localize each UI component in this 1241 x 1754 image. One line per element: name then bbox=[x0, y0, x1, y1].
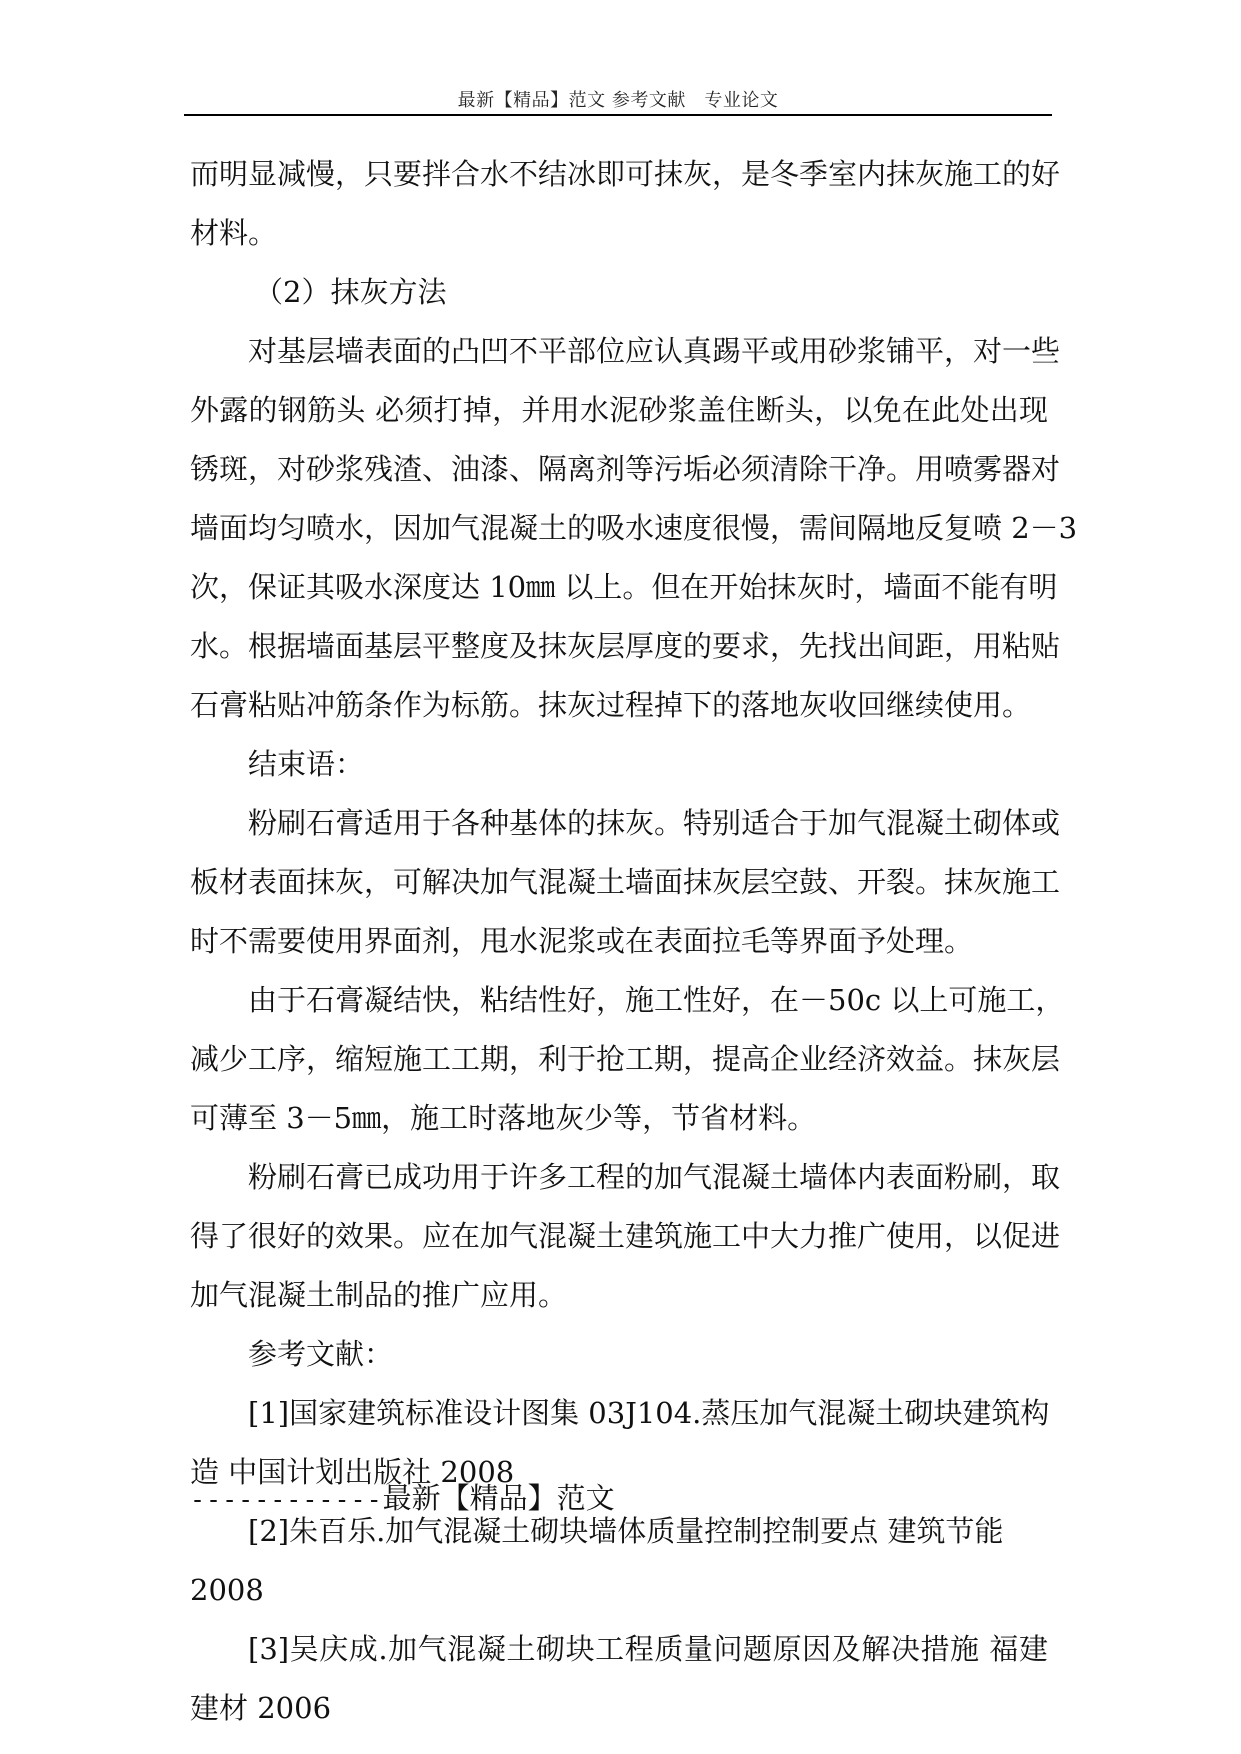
reference-text: 2008 bbox=[190, 1573, 264, 1607]
body-line bbox=[190, 912, 1048, 971]
body-line bbox=[190, 381, 1048, 440]
footer-dashes: ------------ bbox=[190, 1485, 383, 1514]
reference-text: [2]朱百乐.加气混凝土砌块墙体质量控制控制要点 建筑节能 bbox=[248, 1514, 1004, 1548]
body-line-text: 材料。 bbox=[190, 216, 278, 250]
body-line bbox=[190, 204, 1048, 263]
body-line bbox=[190, 558, 1058, 617]
footer-text: 最新【精品】范文 bbox=[382, 1481, 615, 1515]
reference-item bbox=[190, 1620, 1048, 1679]
body-line bbox=[190, 971, 1065, 1030]
body-line-text: 锈斑，对砂浆残渣、油漆、隔离剂等污垢必须清除干净。用喷雾器对 bbox=[190, 452, 1061, 486]
body-line bbox=[190, 676, 1048, 735]
section-heading bbox=[190, 1325, 1048, 1384]
header-divider bbox=[184, 114, 1052, 116]
body-line bbox=[190, 145, 1061, 204]
body-line-text: 粉刷石膏已成功用于许多工程的加气混凝土墙体内表面粉刷，取 bbox=[248, 1160, 1061, 1194]
body-line bbox=[190, 1089, 1048, 1148]
body-line bbox=[190, 1207, 1061, 1266]
body-line-text: 加气混凝土制品的推广应用。 bbox=[190, 1278, 568, 1312]
section-heading-text: 结束语： bbox=[248, 747, 365, 781]
body-line-text: 墙面均匀喷水，因加气混凝土的吸水速度很慢，需间隔地反复喷 2－3 bbox=[190, 511, 1078, 545]
reference-item bbox=[190, 1679, 1048, 1738]
body-line-text: 板材表面抹灰，可解决加气混凝土墙面抹灰层空鼓、开裂。抹灰施工 bbox=[190, 865, 1061, 899]
body-line-text: 对基层墙表面的凸凹不平部位应认真踢平或用砂浆铺平，对一些 bbox=[248, 334, 1061, 368]
reference-text: [1]国家建筑标准设计图集 03J104.蒸压加气混凝土砌块建筑构 bbox=[248, 1396, 1050, 1430]
body-line-text: 减少工序，缩短施工工期，利于抢工期，提高企业经济效益。抹灰层 bbox=[190, 1042, 1061, 1076]
section-heading bbox=[190, 263, 1048, 322]
reference-text: 建材 2006 bbox=[190, 1691, 332, 1725]
reference-item bbox=[190, 1384, 1048, 1443]
body-line-text: 石膏粘贴冲筋条作为标筋。抹灰过程掉下的落地灰收回继续使用。 bbox=[190, 688, 1032, 722]
section-heading bbox=[190, 735, 1048, 794]
body-line bbox=[190, 1148, 1061, 1207]
page-footer bbox=[190, 1478, 615, 1520]
body-line bbox=[190, 499, 1078, 558]
section-heading-text: （2）抹灰方法 bbox=[254, 275, 447, 309]
page-header: 最新【精品】范文 参考文献 专业论文 bbox=[457, 90, 779, 111]
body-line bbox=[190, 617, 1061, 676]
body-line-text: 时不需要使用界面剂，甩水泥浆或在表面拉毛等界面予处理。 bbox=[190, 924, 974, 958]
body-line-text: 外露的钢筋头 必须打掉，并用水泥砂浆盖住断头，以免在此处出现 bbox=[190, 393, 1048, 427]
body-line bbox=[190, 853, 1061, 912]
body-line bbox=[190, 322, 1061, 381]
body-line-text: 可薄至 3－5㎜，施工时落地灰少等，节省材料。 bbox=[190, 1101, 817, 1135]
body-line bbox=[190, 440, 1061, 499]
body-line bbox=[190, 1266, 1048, 1325]
body-line bbox=[190, 794, 1061, 853]
body-line-text: 粉刷石膏适用于各种基体的抹灰。特别适合于加气混凝土砌体或 bbox=[248, 806, 1061, 840]
reference-text: [3]吴庆成.加气混凝土砌块工程质量问题原因及解决措施 福建 bbox=[248, 1632, 1048, 1666]
body-line-text: 次，保证其吸水深度达 10㎜ 以上。但在开始抹灰时，墙面不能有明 bbox=[190, 570, 1058, 604]
body-line-text: 而明显减慢，只要拌合水不结冰即可抹灰，是冬季室内抹灰施工的好 bbox=[190, 157, 1061, 191]
body-line-text: 由于石膏凝结快，粘结性好，施工性好，在－50c 以上可施工， bbox=[248, 983, 1065, 1017]
body-line-text: 水。根据墙面基层平整度及抹灰层厚度的要求，先找出间距，用粘贴 bbox=[190, 629, 1061, 663]
body-line-text: 得了很好的效果。应在加气混凝土建筑施工中大力推广使用，以促进 bbox=[190, 1219, 1061, 1253]
body-line bbox=[190, 1030, 1061, 1089]
reference-text: 造 中国计划出版社 2008 bbox=[190, 1455, 515, 1489]
section-heading-text: 参考文献： bbox=[248, 1337, 394, 1371]
reference-item bbox=[190, 1561, 1048, 1620]
